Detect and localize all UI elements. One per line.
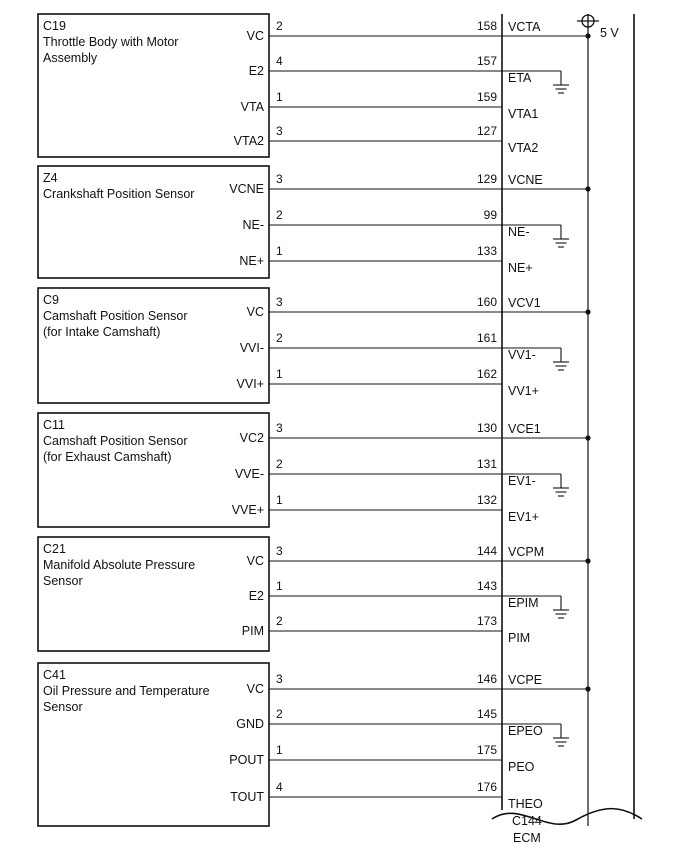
junction-dot (585, 686, 590, 691)
component-code: C9 (43, 293, 59, 307)
sensor-pin-number: 3 (276, 672, 283, 686)
sensor-pin-label: NE+ (239, 254, 264, 268)
circuit-ne- (242, 208, 569, 247)
component-name: Manifold Absolute Pressure (43, 558, 196, 572)
ecm-terminal-label: ETA (508, 71, 532, 85)
sensor-pin-label: POUT (229, 753, 264, 767)
sensor-pin-label: E2 (248, 64, 264, 78)
ecm-terminal-label: EV1+ (508, 510, 539, 524)
sensor-pin-number: 1 (276, 579, 283, 593)
sensor-pin-label: VC2 (239, 431, 264, 445)
ecm-pin-number: 144 (476, 544, 497, 558)
sensor-pin-number: 1 (276, 90, 283, 104)
ecm-terminal-label: VCTA (508, 20, 541, 34)
ecm-pin-number: 157 (476, 54, 497, 68)
ecm-terminal-label: VCPE (508, 673, 543, 687)
circuit-vcpm (247, 544, 591, 568)
ecm-pin-number: 158 (476, 19, 497, 33)
sensor-pin-number: 3 (276, 124, 283, 138)
component-name: Crankshaft Position Sensor (43, 187, 195, 201)
sensor-pin-label: VVI+ (236, 377, 264, 391)
ecm-pin-number: 131 (476, 457, 497, 471)
supply-source-icon (577, 14, 599, 28)
component-name: Camshaft Position Sensor (43, 434, 188, 448)
ecm-terminal-label: PIM (508, 631, 531, 645)
sensor-pin-number: 1 (276, 367, 283, 381)
component-code: C19 (43, 19, 66, 33)
ecm-pin-number: 132 (476, 493, 497, 507)
ecm-terminal-label: VV1+ (508, 384, 539, 398)
circuit-vce1 (240, 421, 591, 445)
circuit-vv1+ (237, 367, 539, 398)
ecm-pin-number: 99 (483, 208, 497, 222)
ecm-pin-number: 159 (476, 90, 497, 104)
sensor-pin-label: GND (236, 717, 264, 731)
sensor-pin-number: 2 (276, 707, 283, 721)
ecm-terminal-label: VCV1 (508, 296, 541, 310)
component-c19 (38, 14, 591, 157)
component-code: C11 (43, 418, 66, 432)
sensor-pin-label: VC (246, 305, 264, 319)
component-box (38, 537, 269, 651)
circuit-vcta (247, 19, 591, 43)
circuit-eta (249, 54, 569, 93)
sensor-pin-label: E2 (248, 589, 264, 603)
ecm-supply-label: 5 V (600, 26, 619, 40)
junction-dot (585, 558, 590, 563)
component-z4 (38, 166, 591, 278)
ground-icon (553, 348, 569, 370)
component-name: Sensor (43, 574, 83, 588)
component-c11 (38, 413, 591, 527)
sensor-pin-number: 2 (276, 19, 283, 33)
ecm-terminal-label: VV1- (508, 348, 536, 362)
junction-dot (585, 186, 590, 191)
ecm-terminal-label: PEO (508, 760, 535, 774)
sensor-pin-number: 4 (276, 54, 283, 68)
circuit-peo (229, 743, 534, 774)
ecm-pin-number: 160 (476, 295, 497, 309)
ground-icon (553, 474, 569, 496)
ecm-pin-number: 127 (476, 124, 497, 138)
ecm-pin-number: 161 (476, 331, 497, 345)
ecm-outline (492, 14, 642, 826)
sensor-pin-label: VTA (240, 100, 264, 114)
sensor-pin-label: VVE- (234, 467, 264, 481)
circuit-pim (242, 614, 530, 645)
sensor-pin-number: 2 (276, 614, 283, 628)
ecm-terminal-label: VTA2 (508, 141, 539, 155)
circuit-vcpe (247, 672, 591, 696)
ecm-terminal-label: VCPM (508, 545, 545, 559)
component-box (38, 288, 269, 403)
sensor-pin-label: PIM (241, 624, 264, 638)
sensor-pin-number: 2 (276, 208, 283, 222)
sensor-pin-label: VTA2 (233, 134, 264, 148)
component-code: C41 (43, 668, 66, 682)
component-name: Oil Pressure and Temperature (43, 684, 210, 698)
sensor-pin-label: VCNE (229, 182, 264, 196)
ecm-pin-number: 175 (476, 743, 497, 757)
ecm-terminal-label: NE+ (508, 261, 533, 275)
sensor-pin-label: VVE+ (231, 503, 264, 517)
ecm-terminal-label: EPEO (508, 724, 543, 738)
ground-icon (553, 71, 569, 93)
sensor-pin-label: VC (246, 682, 264, 696)
component-name: (for Intake Camshaft) (43, 325, 161, 339)
component-name: Sensor (43, 700, 83, 714)
circuit-ne+ (239, 244, 532, 275)
sensor-pin-number: 3 (276, 295, 283, 309)
component-c9 (38, 288, 591, 403)
ecm-pin-number: 176 (476, 780, 497, 794)
sensor-pin-label: VVI- (239, 341, 264, 355)
ecm-pin-number: 143 (476, 579, 497, 593)
circuit-ev1- (235, 457, 569, 496)
ground-icon (553, 225, 569, 247)
ecm-terminal-label: EPIM (508, 596, 539, 610)
sensor-pin-number: 2 (276, 457, 283, 471)
sensor-pin-number: 3 (276, 544, 283, 558)
ecm-pin-number: 133 (476, 244, 497, 258)
sensor-pin-label: TOUT (230, 790, 264, 804)
ground-icon (553, 724, 569, 746)
ecm-pin-number: 173 (476, 614, 497, 628)
ecm-pin-number: 129 (476, 172, 497, 186)
ecm-terminal-label: VTA1 (508, 107, 539, 121)
ecm-terminal-label: VCE1 (508, 422, 541, 436)
component-code: C21 (43, 542, 66, 556)
component-c41 (38, 663, 591, 826)
sensor-pin-label: VC (246, 554, 264, 568)
sensor-pin-number: 1 (276, 493, 283, 507)
component-name: (for Exhaust Camshaft) (43, 450, 172, 464)
circuit-epeo (236, 707, 569, 746)
ecm-terminal-label: NE- (508, 225, 530, 239)
circuit-epim (249, 579, 569, 618)
component-name: Camshaft Position Sensor (43, 309, 188, 323)
junction-dot (585, 309, 590, 314)
sensor-pin-number: 4 (276, 780, 283, 794)
junction-dot (585, 33, 590, 38)
ecm-name: ECM (513, 831, 541, 845)
ecm-terminal-label: THEO (508, 797, 543, 811)
component-name: Assembly (43, 51, 98, 65)
circuit-vcv1 (247, 295, 591, 319)
circuit-vta2 (234, 124, 539, 155)
circuit-theo (230, 780, 543, 811)
circuit-ev1+ (232, 493, 539, 524)
ecm-terminal-label: VCNE (508, 173, 543, 187)
sensor-pin-label: VC (246, 29, 264, 43)
junction-dot (585, 435, 590, 440)
component-c21 (38, 537, 591, 651)
component-code: Z4 (43, 171, 58, 185)
sensor-pin-number: 3 (276, 421, 283, 435)
sensor-pin-label: NE- (242, 218, 264, 232)
ecm-pin-number: 162 (476, 367, 497, 381)
ecm-connector-code: C144 (512, 814, 542, 828)
ground-icon (553, 596, 569, 618)
component-name: Throttle Body with Motor (43, 35, 179, 49)
ecm-pin-number: 130 (476, 421, 497, 435)
sensor-pin-number: 1 (276, 743, 283, 757)
circuit-vv1- (240, 331, 569, 370)
sensor-pin-number: 1 (276, 244, 283, 258)
circuit-vta1 (241, 90, 539, 121)
sensor-pin-number: 3 (276, 172, 283, 186)
sensor-components (38, 14, 591, 826)
ecm-pin-number: 146 (476, 672, 497, 686)
circuit-vcne (229, 172, 590, 196)
ecm-terminal-label: EV1- (508, 474, 536, 488)
ecm-pin-number: 145 (476, 707, 497, 721)
sensor-pin-number: 2 (276, 331, 283, 345)
